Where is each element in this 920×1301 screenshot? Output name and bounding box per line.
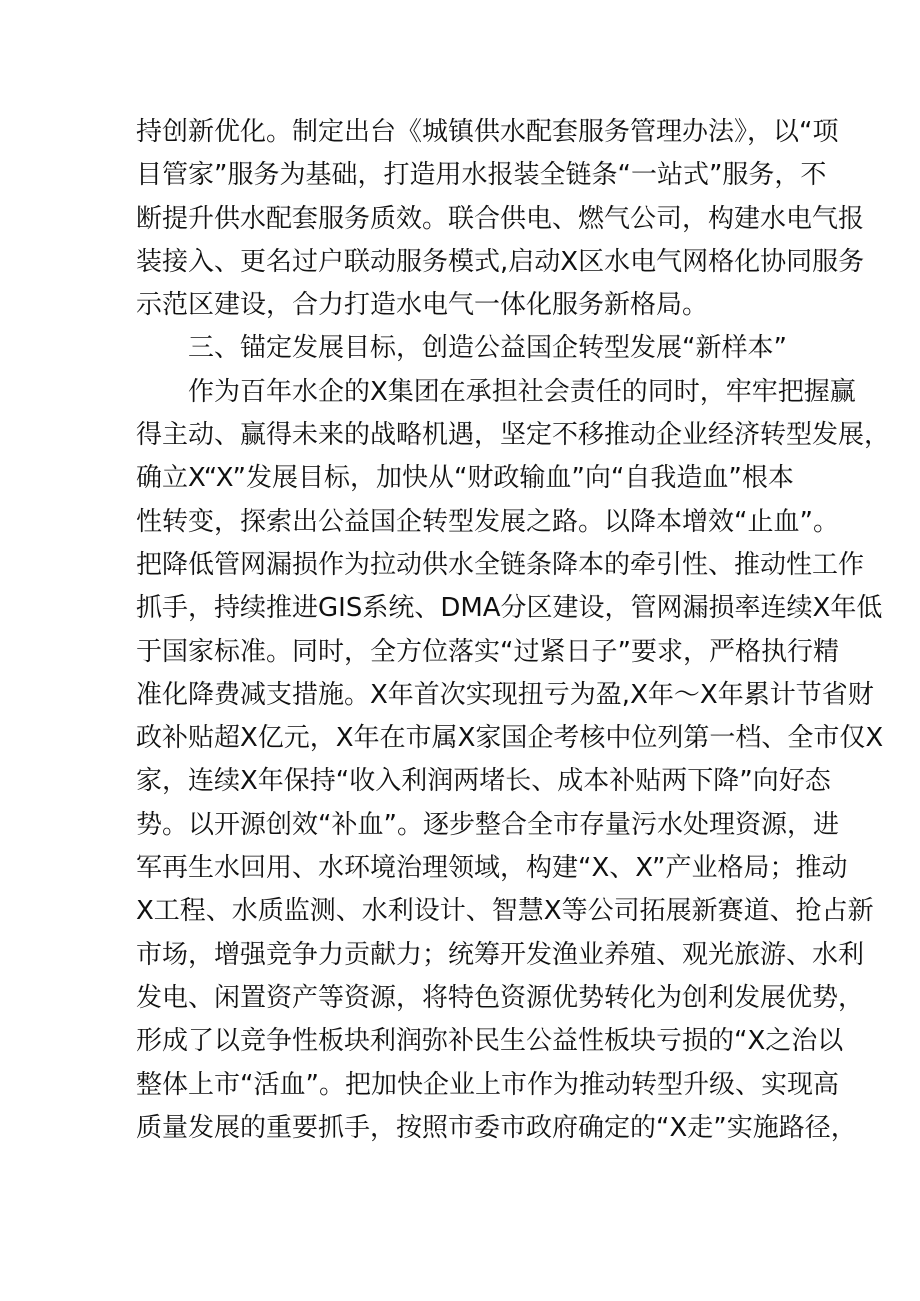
- paragraph-line: 得主动、赢得未来的战略机遇，坚定不移推动企业经济转型发展，: [136, 420, 891, 451]
- paragraph-line: 家，连续X年保持“收入利润两堵长、成本补贴两下降”向好态: [136, 766, 831, 797]
- paragraph-line: 确立X“X”发展目标，加快从“财政输血”向“自我造血”根本: [136, 463, 794, 494]
- paragraph-line: 政补贴超X亿元，X年在市属X家国企考核中位列第一档、全市仅X: [136, 723, 884, 754]
- paragraph-line: 市场，增强竞争力贡献力；统筹开发渔业养殖、观光旅游、水利: [136, 939, 865, 970]
- paragraph-line: 作为百年水企的X集团在承担社会责任的同时，牢牢把握赢: [188, 376, 856, 407]
- paragraph-line: 性转变，探索出公益国企转型发展之路。以降本增效“止血”。: [136, 506, 839, 537]
- paragraph-line: 装接入、更名过户联动服务模式,启动X区水电气网格化协同服务: [136, 246, 865, 277]
- paragraph-line: 形成了以竞争性板块利润弥补民生公益性板块亏损的“X之治以: [136, 1026, 844, 1057]
- paragraph-line: 势。以开源创效“补血”。逐步整合全市存量污水处理资源，进: [136, 809, 839, 840]
- paragraph-line: 质量发展的重要抓手，按照市委市政府确定的“X走”实施路径，: [136, 1112, 857, 1143]
- paragraph-line: 持创新优化。制定出台《城镇供水配套服务管理办法》，以“项: [136, 117, 839, 147]
- paragraph-line: 示范区建设，合力打造水电气一体化服务新格局。: [136, 290, 709, 321]
- paragraph-line: 整体上市“活血”。把加快企业上市作为推动转型升级、实现高: [136, 1069, 839, 1100]
- body-text: [136, 111, 891, 1150]
- paragraph-line: 断提升供水配套服务质效。联合供电、燃气公司，构建水电气报: [136, 203, 865, 234]
- paragraph-line: 准化降费减支措施。X年首次实现扭亏为盈,X年〜X年累计节省财: [136, 679, 874, 710]
- paragraph-line: 目管家”服务为基础，打造用水报装全链条“一站式”服务，不: [136, 160, 827, 191]
- paragraph-line: 抓手，持续推进GIS系统、DMA分区建设，管网漏损率连续X年低: [136, 593, 883, 624]
- paragraph-line: 发电、闲置资产等资源，将特色资源优势转化为创利发展优势，: [136, 982, 865, 1013]
- paragraph-line: 于国家标准。同时，全方位落实“过紧日子”要求，严格执行精: [136, 636, 839, 667]
- paragraph-line: X工程、水质监测、水利设计、智慧X等公司拓展新赛道、抢占新: [136, 896, 874, 927]
- paragraph-line: 把降低管网漏损作为拉动供水全链条降本的牵引性、推动性工作: [136, 549, 865, 580]
- paragraph-line: 军再生水回用、水环境治理领域，构建“X、X”产业格局；推动: [136, 853, 848, 884]
- section-heading: 三、锚定发展目标，创造公益国企转型发展“新样本”: [188, 333, 787, 364]
